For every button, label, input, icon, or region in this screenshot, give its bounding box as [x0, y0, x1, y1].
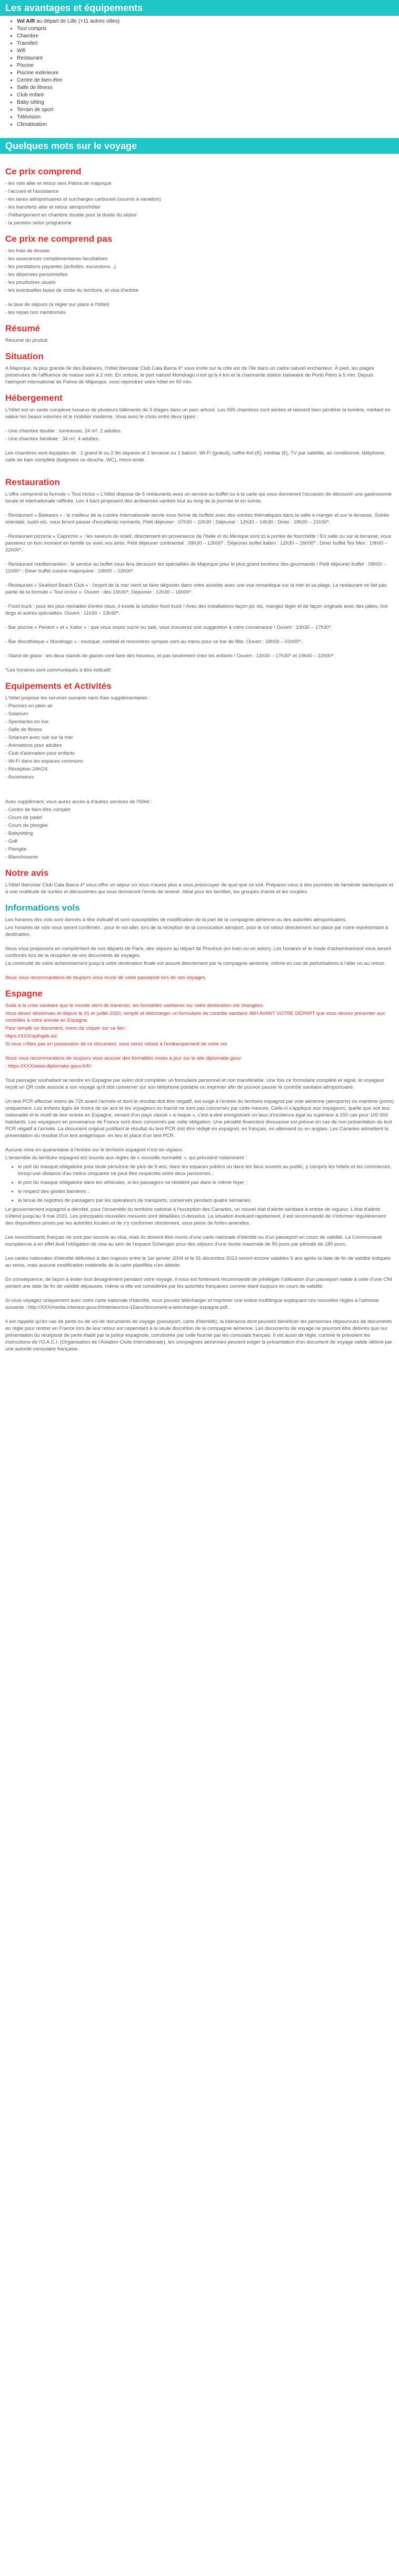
equipement-item: - Centre de bien-être complet	[5, 807, 71, 813]
espagne-paragraph: Aucune mise en quarantaine à l'entrée sur le territoire espagnol n'est en vigueur.	[5, 1147, 184, 1153]
spacer	[5, 660, 394, 666]
espagne-bullet-item: • le respect des gestes barrières ;	[18, 1188, 394, 1195]
espagne-paragraph: Si vous voyagez uniquement avec votre carte nationale d'identité, vous pouvez télécharger et imprimer une notice multilingue expliquant ces nouvelles règles à l'adresse suivante : http://XXX/media.interieur.gouv.fr/interieur/cni-15ans/document-a-telecharger-espagne.pdf.	[5, 1298, 379, 1310]
situation-text: A Majorque, la plus grande île des Baléares, l'hôtel Iberostar Club Cala Barca 4* vous invite sur la côte est de l'île dans un cadre naturel enchanteur. À pied, les plages préservées de l'affluence de masse sont à 2 min. En voiture, le port naturel Mondrago n'est qu'à 4 km et la charmante station balnéaire de Porto Petro à 5 min. Depuis l'aéroport international de Palma de Majorque, vous rejoindrez votre hôtel en 50 min.	[5, 366, 374, 385]
espagne-paragraph: Tout passager souhaitant se rendre en Espagne par avion doit compléter un formulaire personnel et non transférable. Une fois ce formulaire complété et signé, le voyageur reçoit un QR code associé à son voyage qu'il doit conserver sur son téléphone portable ou imprimer afin de pouvoir passer le contrôle sanitaire aéroportuaire.	[5, 1078, 384, 1090]
advantage-item-label: au départ de Lille (+11 autres villes)	[35, 18, 120, 24]
spacer	[5, 1249, 394, 1254]
spacer	[5, 1270, 394, 1275]
advantage-item-label: Tout compris	[17, 26, 47, 32]
espagne-bullet-item: • le port du masque obligatoire pour toute personne de plus de 6 ans, dans les espaces publics ou dans les lieux ouverts au public, y compris les hôtels et les commerces, lorsqu'une distance d'au moins cinquante ne peut être respectée entre deux personnes ;	[18, 1163, 394, 1177]
advantage-item-label: Piscine	[17, 63, 34, 68]
spacer	[5, 646, 394, 652]
prix-compris-title: Ce prix comprend	[5, 166, 82, 176]
espagne-sanitary-line: Nous vous recommandons de toujours vous assurer des formalités mises à jour sur le site diplomatie.gouv	[5, 1055, 241, 1061]
advantage-item	[17, 92, 388, 99]
hebergement-paragraph: - Une chambre familiale : 34 m², 4 adultes.	[5, 436, 99, 442]
prix-compris-list	[5, 180, 394, 226]
prix-non-list	[5, 248, 394, 316]
equipement-item: - Cours de padel	[5, 815, 43, 821]
info-vols-text	[5, 916, 394, 967]
espagne-sanitary-line: Pour remplir ce document, merci de cliquer sur ce lien :	[5, 1025, 128, 1031]
prix-compris-item: - les vols aller et retour vers Palma de majorque	[5, 181, 112, 186]
prix-non-item: - les dépenses personnelles	[5, 272, 68, 278]
hebergement-paragraph: - Une chambre double : lumineuse, 24 m², 2 adultes.	[5, 428, 122, 434]
espagne-sanitary-line: : https://XXX/www.diplomatie.gouv.fr/fr/	[5, 1063, 92, 1069]
advantage-item	[17, 121, 388, 129]
about-title: Quelques mots sur le voyage	[0, 138, 399, 154]
advantage-item-label: Restaurant	[17, 55, 43, 61]
equipement-item: - Plongée	[5, 846, 27, 852]
equipement-item: - Animations pour adultes	[5, 743, 62, 748]
advantage-item	[17, 18, 388, 25]
advantages-title: Les avantages et équipements	[0, 0, 399, 16]
advantage-item-label: Salle de fitness	[17, 85, 53, 91]
advantage-item	[17, 106, 388, 114]
advantage-item	[17, 70, 388, 77]
prix-non-item: - les pourboires usuels	[5, 280, 56, 285]
espagne-sanitary-notice	[5, 1002, 394, 1070]
advantage-item	[17, 40, 388, 47]
restauration-title: Restauration	[5, 477, 60, 487]
equipement-item: - Babysitting	[5, 831, 33, 836]
spacer	[5, 597, 394, 602]
advantage-item	[17, 99, 388, 106]
prix-non-item: - les prestations payantes (activités, excursions...)	[5, 264, 116, 270]
resume-title: Résumé	[5, 323, 41, 333]
espagne-title: Espagne	[5, 989, 43, 999]
spacer	[5, 1312, 394, 1317]
espagne-text-2	[5, 1206, 394, 1353]
equipements-title: Equipements et Activités	[5, 681, 112, 691]
spacer	[5, 421, 394, 427]
spacer	[5, 1140, 394, 1146]
advantage-item-label: Climatisation	[17, 122, 47, 127]
espagne-bullets	[18, 1163, 394, 1204]
situation-title: Situation	[5, 351, 44, 361]
espagne-paragraph: En conséquence, de façon à éviter tout désagrément pendant votre voyage, il vous est fortement recommandé de privilégier l'utilisation d'un passeport valide à celle d'une CNI portant une date de fin de validité dépassée, même si elle est considérée par les autorités françaises comme étant toujours en cours de validité.	[5, 1277, 392, 1289]
spacer	[5, 632, 394, 637]
advantage-item-label: Transfert	[17, 41, 38, 46]
restauration-paragraph: - Restaurant « Seafood Beach Club » : l'esprit de la mer vient se faire déguster dans votre assiette avec une vue romantique sur la mer et sa plage. Le restaurant ne fait pas partie de la formule « Tout inclus ». Ouvert : dès 10h30*, Déjeuner : 12h30 – 16h00*.	[5, 583, 387, 595]
avis-title: Notre avis	[5, 868, 49, 878]
info-vols-title: Informations vols	[5, 903, 80, 913]
espagne-sanitary-line: Si vous n'êtes pas en possession de ce document, vous serez refusé à l'embarquement de votre vol.	[5, 1041, 228, 1047]
espagne-paragraph: Le gouvernement espagnol a décrété, pour l'ensemble du territoire national à l'exception des Canaries, un nouvel état d'alerte sanitaire à entrée de vigueur. L'état d'alerte s'étend jusqu'au 9 mai 2021. Les principales nouvelles mesures sont détaillées ci-dessous. La situation évoluant rapidement, il est recommandé de s'informer régulièrement des dispositions prises par les autorités locales et de s'y conformer strictement, sous peine de fortes amendes.	[5, 1207, 386, 1226]
prix-compris-item: - la pension selon programme	[5, 220, 72, 226]
spacer	[5, 1291, 394, 1296]
espagne-paragraph: Les cartes nationales d'identité délivrées à des majeurs entre le 1er janvier 2004 et le 31 décembre 2013 seront encore valables 5 ans après la date de fin de validité indiquée au verso, mais aucune modification matérielle de la carte plastifiée n'en atteste.	[5, 1256, 391, 1268]
restauration-text	[5, 491, 394, 674]
advantage-item-label: Télévision	[17, 114, 41, 120]
spacer	[5, 555, 394, 560]
espagne-paragraph: Il est rappelé qu'en cas de perte ou de vol de documents de voyage (passeport, carte d'identité), la tolérance dont peuvent bénéficier les personnes dépourvues de documents en règle pour rentrer en France lors de leur retour est cependant à la seule discrétion de la compagnie aérienne. Les documents de voyage ne pourront être délivrés que sur présentation du récépissé de perte établi par la police espagnole, corroborée par celle fournie par les consulats français. Il est aussi de règle, comme le prévoient les instructions de l'O.A.C.I. (Organisation de l'Aviation Civile Internationale), les compagnies aériennes peuvent exiger la présentation d'un document de voyage valide délivré par une autorité consulaire française.	[5, 1319, 393, 1352]
spacer	[5, 295, 394, 300]
espagne-bullet-item: • le port du masque obligatoire dans les véhicules, si les passagers ne résident pas dans le même foyer ;	[18, 1179, 394, 1186]
avis-text: L'hôtel Iberostar Club Cala Barca 4* vous offre un séjour où vous n'aurez plus à vous préoccuper de quoi que ce soit. Préparez-vous à des journées de farniente dantesques et à une multitude de sorties et découvertes qui vous donneront l'envie de revenir. Idéal pour les familles, les groupes d'amis et les couples.	[5, 882, 393, 895]
prix-compris-item: - l'hébergement en chambre double pour la durée du séjour	[5, 212, 137, 218]
restauration-paragraph: - Bar discothèque « Mondrago » : musique, cocktail et rencontres sympas sont au menu pour ce bar de fête. Ouvert : 18h00 – 01h00*.	[5, 639, 302, 645]
spacer	[5, 576, 394, 581]
advantage-item	[17, 77, 388, 84]
info-vols-paragraph: Les horaires des vols sont donnés à titre indicatif et sont susceptibles de modification de la part de la compagnie aérienne ou des autorités aéroportuaires.	[5, 917, 347, 923]
spacer	[5, 618, 394, 623]
equipement-item: Avec supplément, vous aurez accès à d'autres services de l'hôtel :	[5, 799, 153, 805]
restauration-paragraph: - Food truck : pour les plus nomades d'entre nous, il existe la solution food truck ! Avec des installations façon pic nic, mangez léger et de façon originale avec des pâtes, hot-dogs et autres spécialités. Ouvert : 11h30 – 13h30*.	[5, 604, 389, 616]
restauration-paragraph: - Restaurant pizzeria « Caprichio » : les saveurs du soleil, directement en provenance de l'Italie et du Mexique sont ici à portée de fourchette ! En salle ou sur la terrasse, vous passerez un bon moment en famille ou avec vos amis. Petit déjeuner continental : 09h30 – 12h00* ; Déjeuner buffet italien : 12h30 – 16h00* ; Diner buffet Tex Mex : 19h00 – 22h00*.	[5, 534, 392, 553]
advantage-item	[17, 33, 388, 40]
advantage-item-label: Wifi	[17, 48, 26, 54]
prix-compris-item: - les transferts aller et retour aéroport/hôtel	[5, 204, 101, 210]
advantages-list	[11, 18, 388, 129]
equipement-item: L'hôtel propose les services suivants sans frais supplémentaires :	[5, 695, 151, 701]
advantage-item	[17, 84, 388, 92]
restauration-paragraph: - Restaurant « Baleares » : le meilleur de la cuisine internationale servie sous forme de buffets avec des soirées thématiques dans la salle à manger et sur la terrasse. Soirée orientale, sushi etc. vous feront passer d'excellents moments. Petit déjeuner : 07h30 – 10h30 ; Déjeuner : 12h30 – 14h30 ; Diner : 18h30 – 21h30*.	[5, 512, 390, 525]
equipement-item: - Ascenseurs	[5, 774, 34, 780]
equipement-item: - Solarium avec vue sur la mer	[5, 735, 73, 741]
spacer	[5, 1049, 394, 1054]
hebergement-paragraph: Les chambres sont équipées de : 1 grand lit ou 2 lits séparés et 1 terrasse ou 1 balcon. Wi-Fi (gratuit), coffre-fort (€), minibar (€), TV par satellite, air conditionné, téléphone, salle de bain complète (baignoire ou douche, WC), micro-onde.	[5, 450, 386, 463]
restauration-paragraph: - Restaurant méditerranéen : le service au buffet vous fera découvrir les spécialités de Majorque pour le plus grand bonheur des gourmands ! Petit déjeuner buffet : 09h00 – 11h00* ; Diner buffet cuisine majorquine : 19h00 – 22h00*.	[5, 561, 386, 574]
equipement-item: - Salle de fitness	[5, 727, 43, 733]
advantage-item	[17, 25, 388, 33]
espagne-bullet-item: • la tenue de registres de passagers par les opérateurs de transports, conservés pendant quatre semaines.	[18, 1197, 394, 1204]
advantage-item-label: Centre de bien-être	[17, 77, 63, 83]
hebergement-text	[5, 407, 394, 463]
advantage-item-label: Chambre	[17, 33, 39, 39]
prix-non-item: - les frais de dossier	[5, 248, 51, 254]
prix-compris-item: - l'accueil et l'assistance	[5, 189, 59, 194]
spacer	[5, 782, 394, 787]
advantage-item	[17, 62, 388, 70]
prix-non-item: - les repas non mentionnés	[5, 310, 66, 315]
espagne-sanitary-line: https://XXX/spthgob.es/	[5, 1033, 58, 1039]
hebergement-title: Hébergement	[5, 393, 63, 403]
prix-non-item: - les éventuelles taxes de sortie du territoire, et visa d'entrée	[5, 288, 139, 293]
info-vols-paragraph: Les horaires de vols vous seront confirmés : pour le vol aller, lors de la réception de la convocation aéroport, pour le vol retour directement sur place par notre représentant à destination.	[5, 925, 388, 937]
equipement-item: - Blanchisserie	[5, 854, 38, 860]
restauration-paragraph: L'offre comprend la formule « Tout inclus » L'hôtel dispose de 5 restaurants avec un service au buffet ou à la carte qui vous donneront l'occasion de découvrir une gastronomie locale et internationale raffinée. Les 4 bars proposent des ambiances variées tout au long de la journée et en soirée.	[5, 491, 392, 504]
advantages-section	[0, 0, 399, 134]
equipement-item: - Spectacles en live	[5, 719, 49, 725]
spacer	[5, 1092, 394, 1097]
resume-text: Résumé du produit	[5, 338, 48, 343]
spacer	[5, 787, 394, 792]
espagne-sanitary-line: Vous devez désormais et depuis le 01 er juillet 2020, remplir et télécharger un formulaire de contrôle sanitaire 48H AVANT VOTRE DÉPART que vous devrez présenter aux contrôles à votre arrivée en Espagne.	[5, 1011, 385, 1023]
restauration-paragraph: - Bar piscine « Penent » et « Xaloc » : que vous soyez sucré ou salé, vous trouverez une suggestion à votre convenance ! Ouvert : 10h30 – 17h30*.	[5, 625, 333, 630]
equipement-item: - Solarium	[5, 711, 28, 717]
advantage-item-label: Piscine extérieure	[17, 70, 59, 76]
advantages-list-wrap	[0, 16, 399, 134]
advantage-item	[17, 114, 388, 121]
prix-non-title: Ce prix ne comprend pas	[5, 234, 113, 244]
prix-compris-item: - les taxes aéroportuaires et surcharges carburant (soumis à variation)	[5, 196, 161, 202]
equipement-item: - Piscines en plein air	[5, 703, 53, 709]
spacer	[5, 443, 394, 449]
advantage-item-label: Baby sitting	[17, 100, 44, 105]
espagne-paragraph: Un test PCR effectué moins de 72h avant l'arrivée et dont le résultat doit être négatif, est exigé à l'entrée du territoire espagnol par voie aérienne (aéroports) ou maritime (ports) uniquement. Les enfants âgés de moins de six ans et les voyageurs en transit ne sont pas concernés par cette mesure. Celle-ci s'applique aux voyageurs, quelle que soit leur nationalité et le motif de leur entrée en Espagne, venant d'un pays classé « à risque », c'est-à-dire enregistrant un taux d'incidence égal ou supérieur à 150 cas pour 100 000 habitants. Les voyageurs en provenance de France sont donc concernés par cette obligation. Une pénalité financière dissuasive est prévue en cas de non présentation du test PCR négatif à l'arrivée. La document original justifiant le résultat du test PCR doit être rédigé en espagnol, en français, en allemand ou en anglais. Les Canaries admettent la présentation du résultat d'un test antigénique, en lieu et place d'un test PCR.	[5, 1099, 394, 1139]
hebergement-paragraph: L'hôtel est un vaste complexe luxueux de plusieurs bâtiments de 3 étages dans un parc arboré. Les 695 chambres sont aérées et laissent bien pénétrer la lumière, mettant en valeur les beaux volumes et le mobilier moderne. Vous avez le choix entre deux types :	[5, 407, 391, 420]
equipement-item: - Club d'animation pour enfants	[5, 751, 75, 756]
spacer	[5, 1228, 394, 1233]
advantage-item-label: Terrain de sport	[17, 107, 54, 113]
advantage-item-bold: Vol A/R	[17, 18, 35, 24]
equipement-item: - Réception 24h/24	[5, 766, 48, 772]
spacer	[5, 527, 394, 532]
prix-non-item: - la taxe de séjours (à régler sur place à l'hôtel)	[5, 302, 109, 308]
espagne-paragraph: L'ensemble du territoire espagnol est soumis aux règles de « nouvelle normalité », qui prévoient notamment :	[5, 1155, 247, 1161]
advantage-item	[17, 55, 388, 62]
equipement-item: - Wi-Fi dans les espaces communs	[5, 758, 83, 764]
spacer	[5, 506, 394, 511]
info-passport-note: Nous vous recommandons de toujours vous munir de votre passeport lors de vos voyages.	[5, 975, 207, 981]
equipement-item: - Cours de plongée	[5, 823, 48, 828]
espagne-sanitary-line: Suite à la crise sanitaire que le monde vient de traverser, les formalités sanitaires sur votre destination ont changées.	[5, 1003, 264, 1009]
spacer	[5, 792, 394, 797]
advantage-item-label: Club enfant	[17, 92, 44, 98]
restauration-paragraph: *Les horaires sont communiqués à titre indicatif.	[5, 667, 112, 673]
restauration-paragraph: - Stand de glace : les deux stands de glaces vont faire des heureux, et pas seulement chez les enfants ! Ouvert : 13h30 – 17h30* et 19h00 – 22h00*.	[5, 653, 335, 659]
spacer	[5, 939, 394, 944]
equipements-text	[5, 695, 394, 861]
equipement-item: - Golf	[5, 838, 18, 844]
main-content	[0, 154, 399, 1364]
advantage-item	[17, 47, 388, 55]
espagne-paragraph: Les ressortissants français ne sont pas soumis au visa, mais ils doivent être munis d'une carte nationale d'identité ou d'un passeport en cours de validité. La Communauté européenne a en effet levé l'obligation de visa au sein de l'espace Schengen pour des séjours d'une durée maximale de 90 jours par période de 180 jours.	[5, 1235, 382, 1247]
espagne-text	[5, 1077, 394, 1161]
info-vols-paragraph: Nous vous proposons en complément de nos départs de Paris, des séjours au départ de Province (en train ou en avion). Les horaires et le mode d'acheminement vous seront confirmés lors de la réception de vos documents de voyages.	[5, 946, 391, 959]
info-vols-paragraph: La continuité de votre acheminement jusqu'à votre destination finale est assuré directement par la compagnie aérienne, même en cas de perturbations à l'aller ou au retour.	[5, 961, 385, 966]
prix-non-item: - les assurances complémentaires facultatives	[5, 256, 108, 262]
